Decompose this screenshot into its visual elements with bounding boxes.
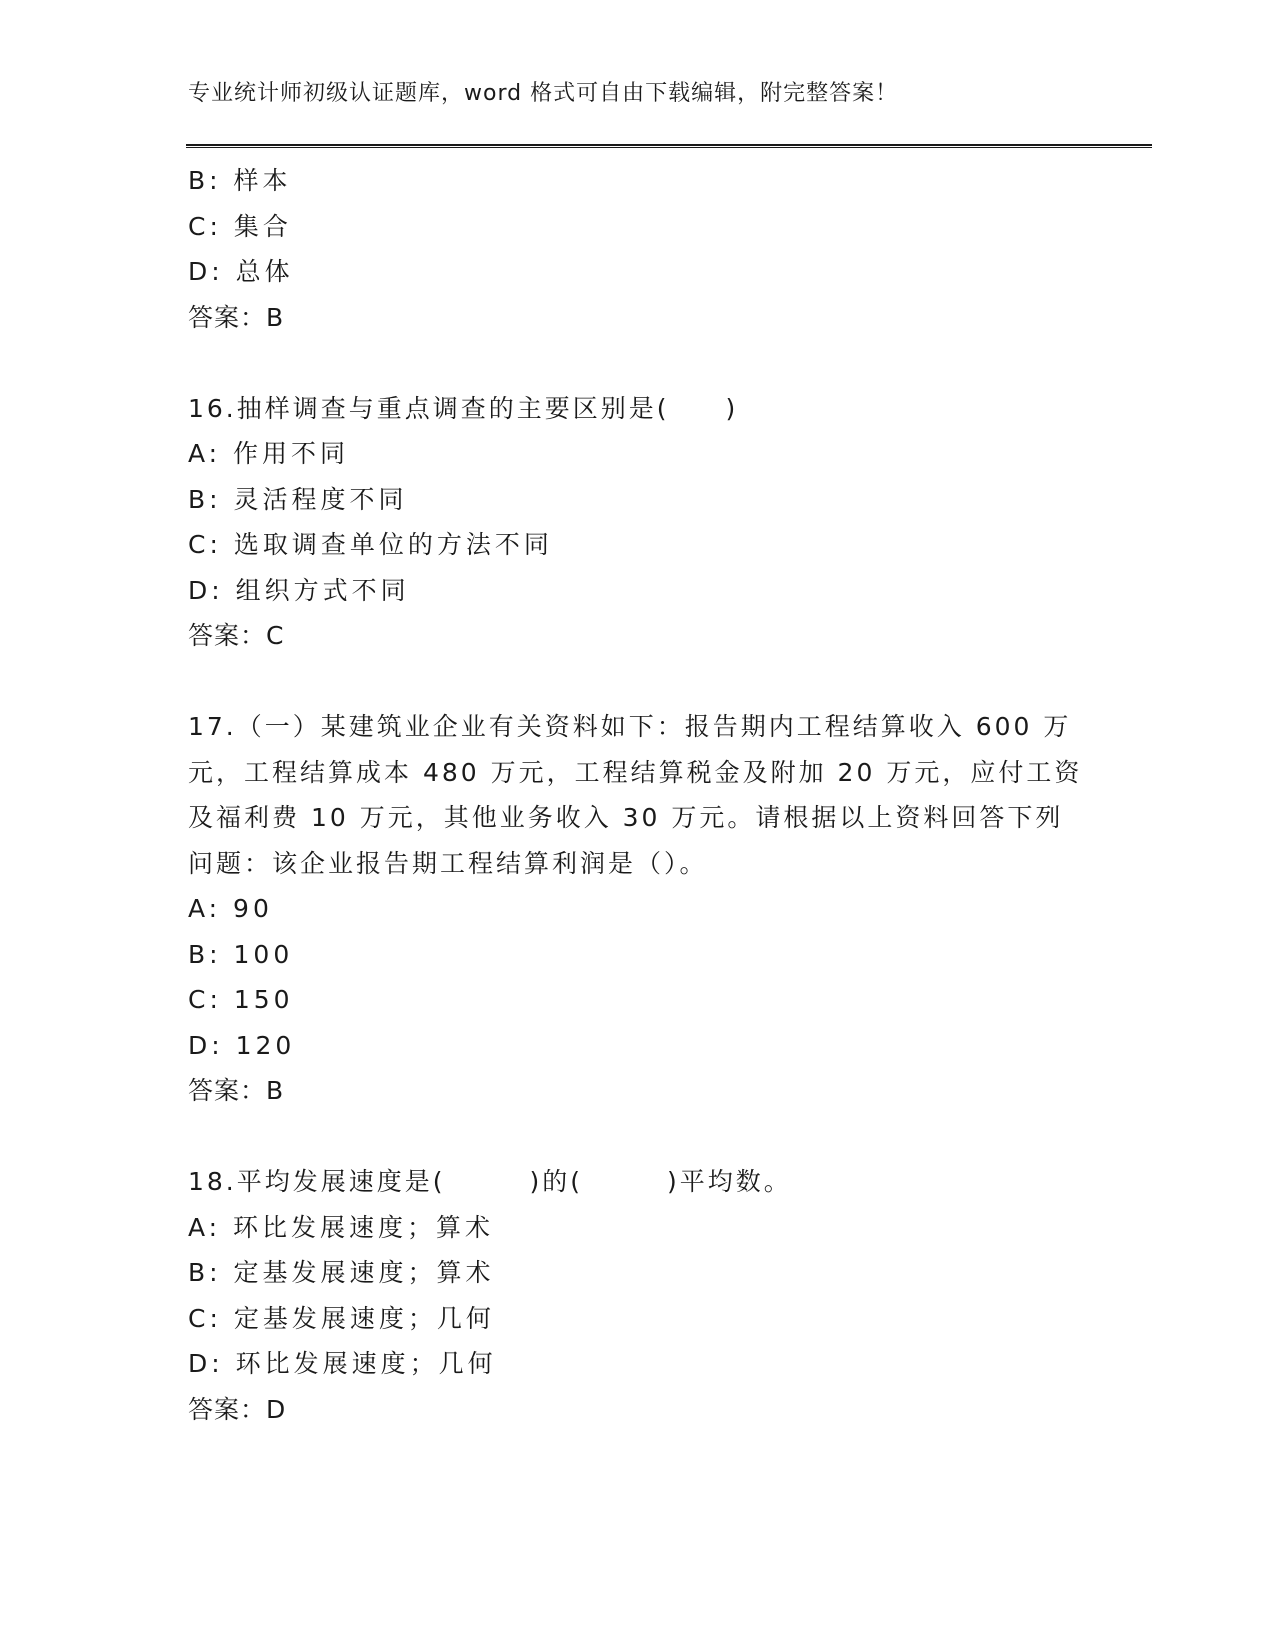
option-c: C: 选取调查单位的方法不同 xyxy=(188,530,553,559)
question-stem-line: 17.（一）某建筑业企业有关资料如下：报告期内工程结算收入 600 万 xyxy=(188,712,1072,741)
question-stem: 18.平均发展速度是( )的( )平均数。 xyxy=(188,1167,792,1196)
answer-line: 答案：B xyxy=(188,1076,285,1105)
header-divider xyxy=(186,144,1152,148)
option-d: D: 120 xyxy=(188,1030,296,1060)
option-c: C: 集合 xyxy=(188,211,292,241)
question-18 xyxy=(188,1159,1088,1432)
option-b: B: 灵活程度不同 xyxy=(188,484,408,514)
answer-line: 答案：C xyxy=(188,621,285,650)
page-header: 专业统计师初级认证题库，word 格式可自由下载编辑，附完整答案！ xyxy=(188,81,899,106)
spacer xyxy=(188,340,1088,386)
question-16 xyxy=(188,386,1088,659)
option-b: B: 定基发展速度；算术 xyxy=(188,1258,495,1287)
option-d: D: 组织方式不同 xyxy=(188,575,410,605)
question-content xyxy=(188,158,1088,1432)
spacer xyxy=(188,659,1088,705)
option-d: D: 环比发展速度；几何 xyxy=(188,1349,497,1378)
answer-line: 答案：B xyxy=(188,302,285,332)
option-d: D: 总体 xyxy=(188,257,294,286)
option-b: B: 100 xyxy=(188,939,294,969)
question-stem-line: 及福利费 10 万元，其他业务收入 30 万元。请根据以上资料回答下列 xyxy=(188,803,1064,832)
spacer xyxy=(188,1114,1088,1160)
option-c: C: 定基发展速度；几何 xyxy=(188,1303,495,1333)
question-15-tail xyxy=(188,158,1088,340)
question-stem: 16.抽样调查与重点调查的主要区别是( ) xyxy=(188,393,739,423)
option-a: A: 90 xyxy=(188,894,273,923)
option-b: B: 样本 xyxy=(188,166,292,195)
question-stem-line: 问题：该企业报告期工程结算利润是（）。 xyxy=(188,848,708,878)
option-c: C: 150 xyxy=(188,985,294,1014)
option-a: A: 环比发展速度；算术 xyxy=(188,1212,495,1242)
answer-line: 答案：D xyxy=(188,1394,287,1424)
question-17 xyxy=(188,704,1088,1114)
question-stem-line: 元，工程结算成本 480 万元，工程结算税金及附加 20 万元，应付工资 xyxy=(188,757,1083,787)
option-a: A: 作用不同 xyxy=(188,439,350,468)
